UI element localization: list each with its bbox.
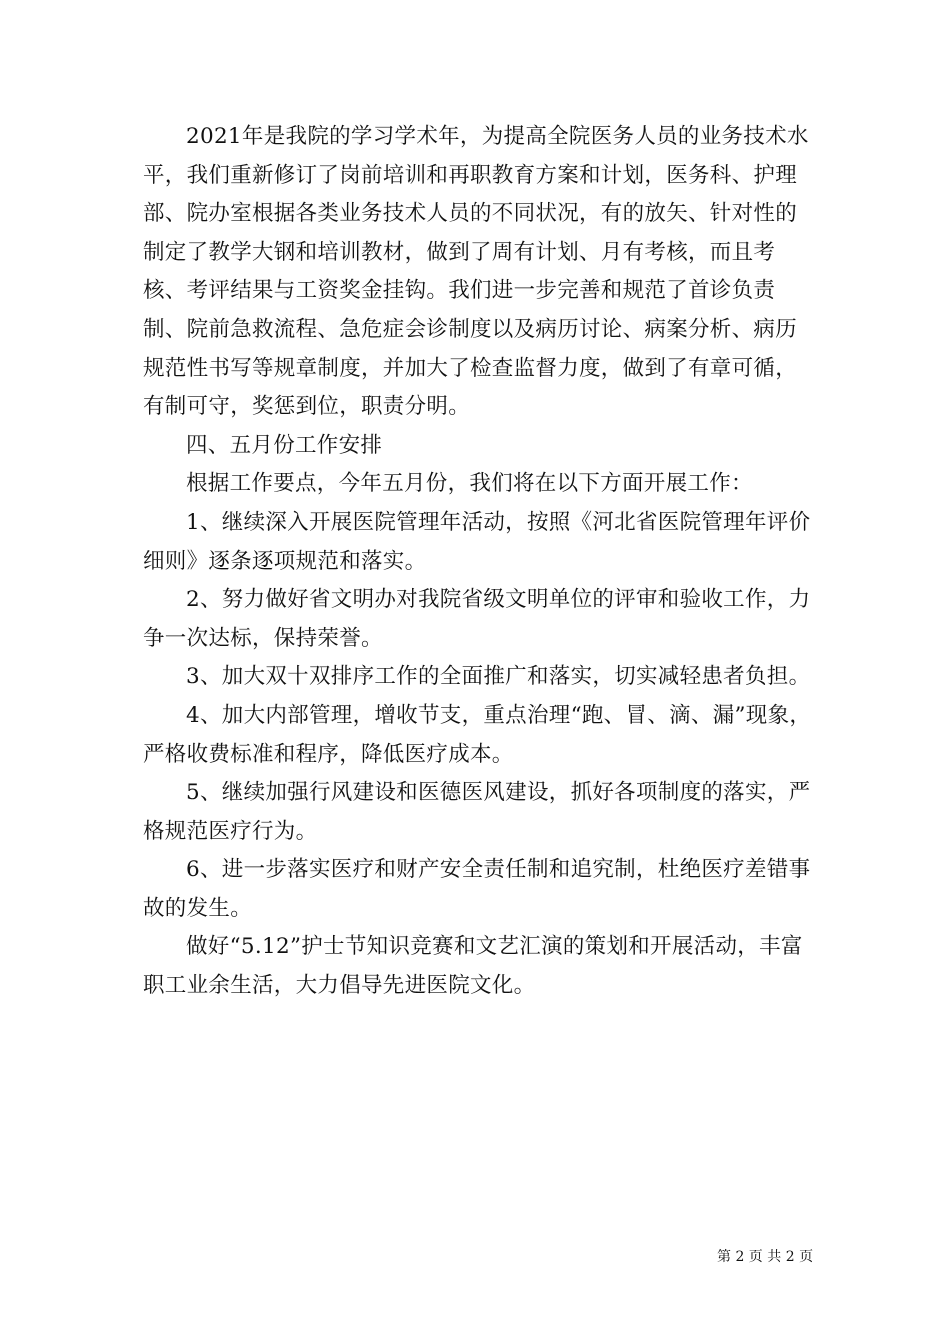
paragraph-intro: 2021年是我院的学习学术年，为提高全院医务人员的业务技术水平，我们重新修订了岗前培训和再职教育方案和计划，医务科、护理部、院办室根据各类业务技术人员的不同状况，有的放矢、针对性的制定了教学大钢和培训教材，做到了周有计划、月有考核，而且考核、考评结果与工资奖金挂钩。我们进一步完善和规范了首诊负责制、院前急救流程、急危症会诊制度以及病历讨论、病案分析、病历规范性书写等规章制度，并加大了检查监督力度，做到了有章可循，有制可守，奖惩到位，职责分明。	[143, 124, 809, 420]
list-item: 2、努力做好省文明办对我院省级文明单位的评审和验收工作，力争一次达标，保持荣誉。	[143, 587, 811, 651]
list-item: 3、加大双十双排序工作的全面推广和落实，切实减轻患者负担。	[186, 664, 811, 690]
paragraph-closing: 做好“5.12”护士节知识竞赛和文艺汇演的策划和开展活动，丰富职工业余生活，大力倡导先进医院文化。	[143, 934, 803, 999]
list-item: 4、加大内部管理，增收节支，重点治理“跑、冒、滴、漏”现象，严格收费标准和程序，降低医疗成本。	[143, 702, 812, 767]
list-item: 6、进一步落实医疗和财产安全责任制和追究制，杜绝医疗差错事故的发生。	[143, 857, 811, 921]
list-item: 5、继续加强行风建设和医德医风建设，抓好各项制度的落实，严格规范医疗行为。	[143, 780, 811, 844]
section-heading: 四、五月份工作安排	[186, 432, 383, 458]
page-number: 第 2 页 共 2 页	[717, 1249, 814, 1265]
paragraph-lead: 根据工作要点，今年五月份，我们将在以下方面开展工作：	[186, 471, 753, 497]
list-item: 1、继续深入开展医院管理年活动，按照《河北省医院管理年评价细则》逐条逐项规范和落实。	[143, 509, 811, 574]
document-body	[143, 118, 818, 1006]
